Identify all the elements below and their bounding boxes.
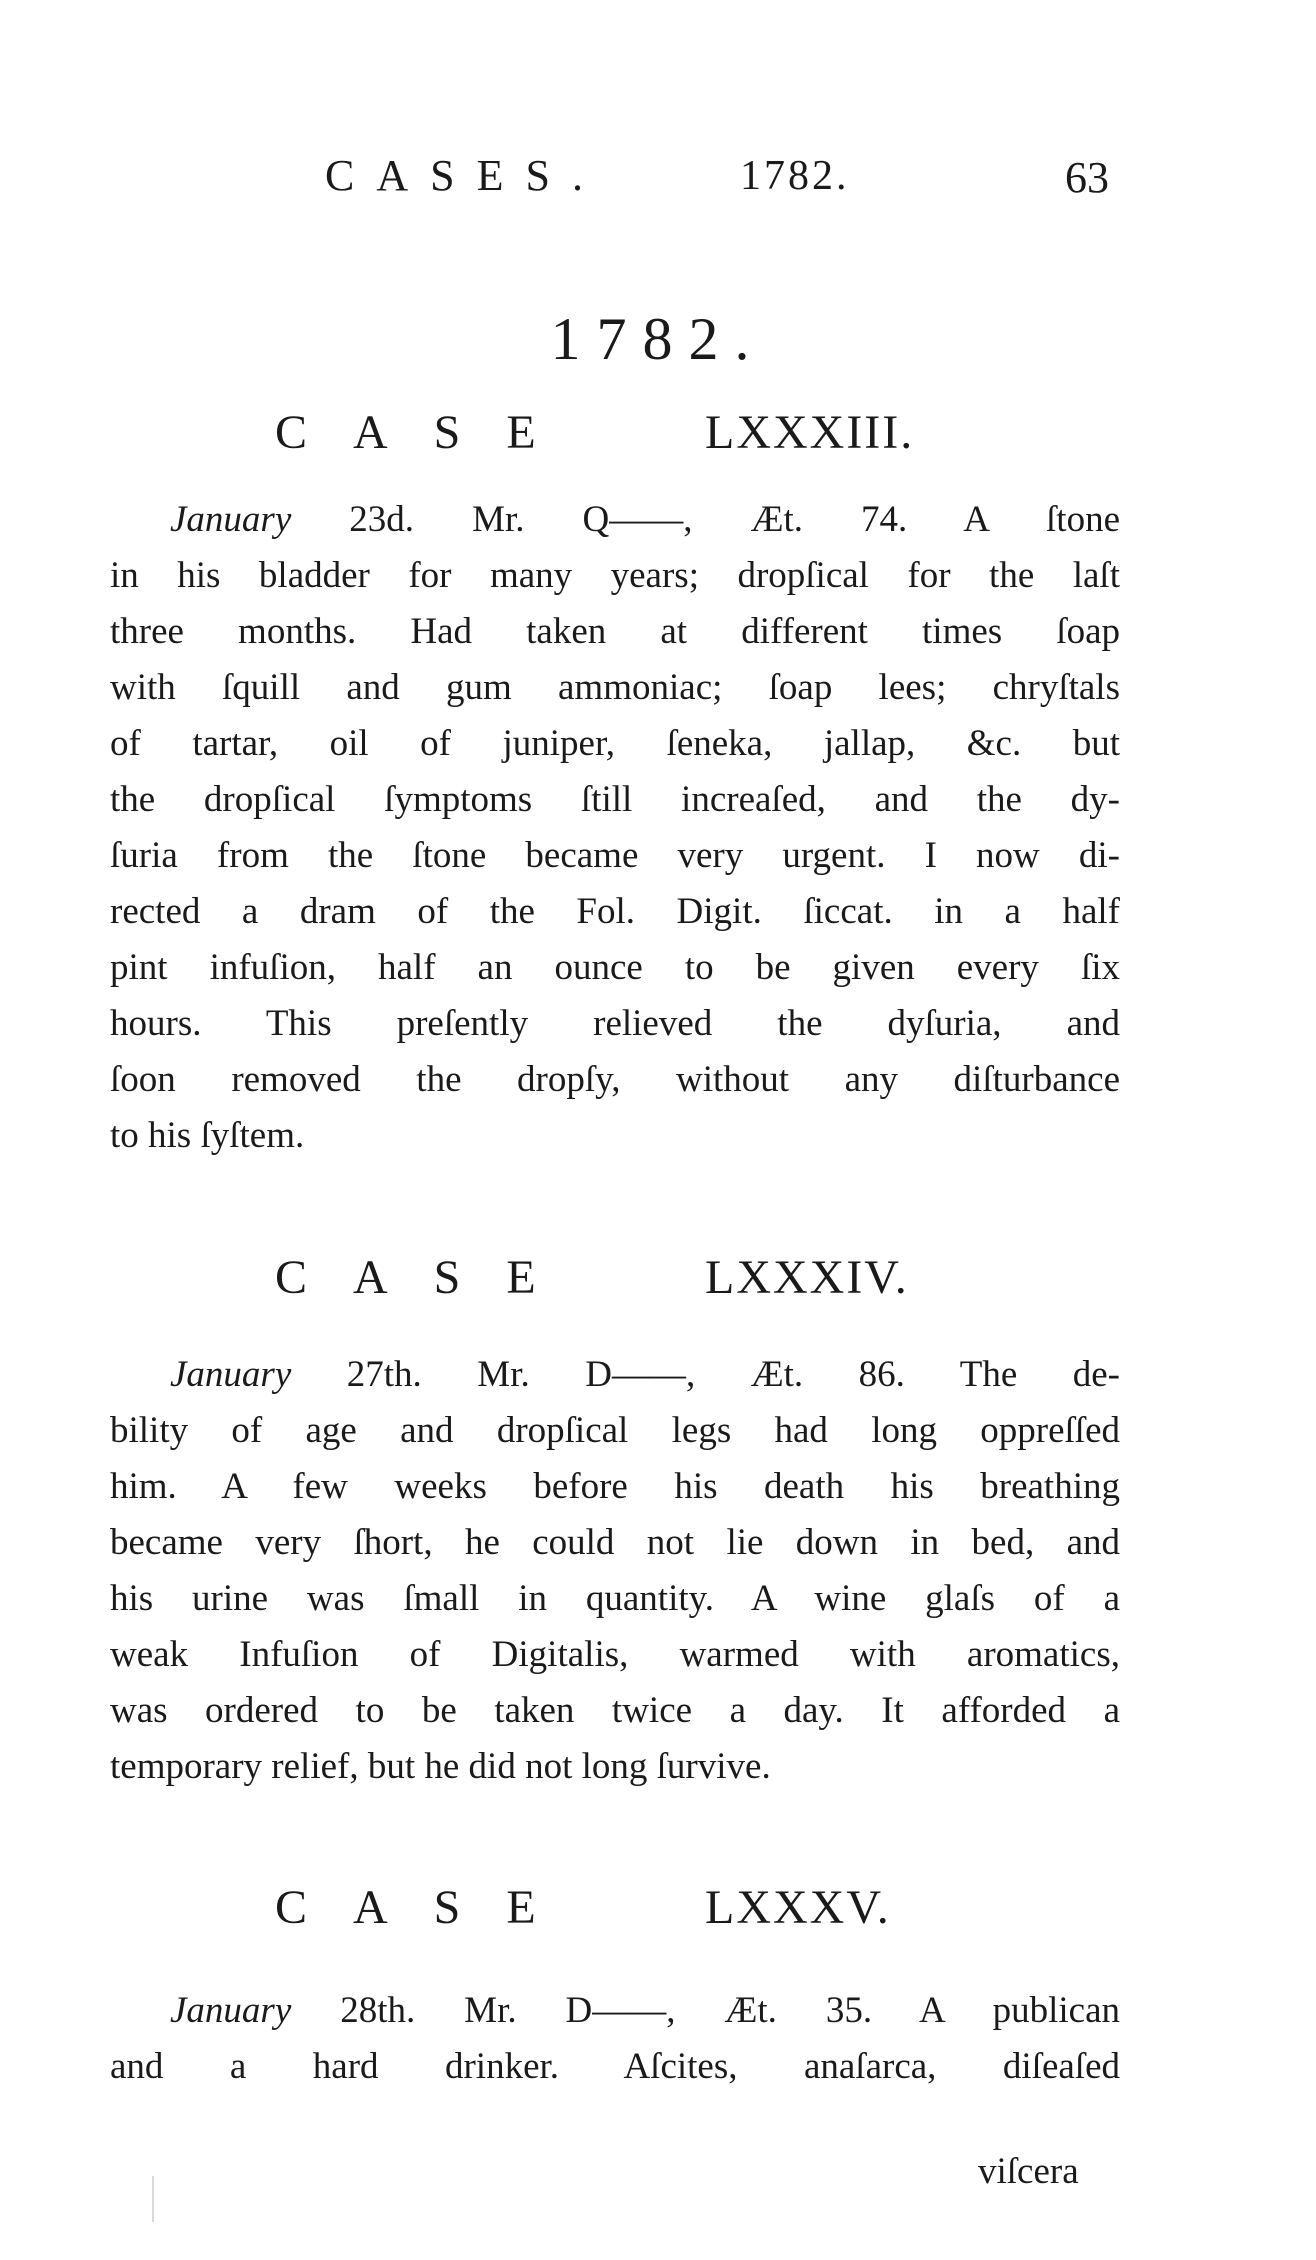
text-line: pint infuſion, half an ounce to be given every ſix (110, 947, 1120, 988)
year-heading: 1782. (550, 306, 766, 372)
case-heading-number: LXXXIII. (705, 406, 915, 459)
text-line: three months. Had taken at different times ſoap (110, 611, 1120, 652)
case-date: January (170, 1990, 292, 2031)
text-line: in his bladder for many years; dropſical for the laſt (110, 555, 1120, 596)
case-heading-label: CASE (275, 1881, 582, 1934)
text-line: rected a dram of the Fol. Digit. ſiccat. in a half (110, 891, 1120, 932)
text-line: hours. This preſently relieved the dyſuria, and (110, 1003, 1120, 1044)
text-line: with ſquill and gum ammoniac; ſoap lees; chryſtals (110, 667, 1120, 708)
case-paragraph (110, 492, 1120, 1164)
case-paragraph (110, 1347, 1120, 1795)
text-line: January 23d. Mr. Q——, Æt. 74. A ſtone (170, 499, 1120, 540)
text-line: the dropſical ſymptoms ſtill increaſed, and the dy- (110, 779, 1120, 820)
text-line: of tartar, oil of juniper, ſeneka, jallap, &c. but (110, 723, 1120, 764)
text-line: became very ſhort, he could not lie down in bed, and (110, 1522, 1120, 1563)
running-head-title: CASES. (325, 151, 605, 200)
text-line: temporary relief, but he did not long ſurvive. (110, 1746, 771, 1787)
text-line: January 28th. Mr. D——, Æt. 35. A publican (170, 1990, 1120, 2031)
text-line: ſuria from the ſtone became very urgent. I now di- (110, 835, 1120, 876)
case-heading-label: CASE (275, 406, 582, 459)
case-heading-number: LXXXV. (705, 1881, 891, 1934)
case-paragraph (110, 1983, 1120, 2095)
text-line: January 27th. Mr. D——, Æt. 86. The de- (170, 1354, 1120, 1395)
case-date: January (170, 1354, 292, 1395)
text-line: ſoon removed the dropſy, without any diſturbance (110, 1059, 1120, 1100)
page-number: 63 (1065, 153, 1109, 202)
text-line: bility of age and dropſical legs had long oppreſſed (110, 1410, 1120, 1451)
running-head (0, 150, 1316, 220)
case-heading (275, 405, 1075, 465)
text-line: and a hard drinker. Aſcites, anaſarca, diſeaſed (110, 2046, 1120, 2087)
text-line: was ordered to be taken twice a day. It afforded a (110, 1690, 1120, 1731)
text-line: weak Infuſion of Digitalis, warmed with aromatics, (110, 1634, 1120, 1675)
text-line: to his ſyſtem. (110, 1115, 305, 1156)
margin-mark (152, 2176, 154, 2222)
case-heading-number: LXXXIV. (705, 1251, 909, 1304)
text-line: his urine was ſmall in quantity. A wine glaſs of a (110, 1578, 1120, 1619)
catchword: viſcera (978, 2151, 1079, 2192)
case-heading (275, 1250, 1075, 1310)
text-line: him. A few weeks before his death his breathing (110, 1466, 1120, 1507)
case-heading-label: CASE (275, 1251, 582, 1304)
case-date: January (170, 499, 292, 540)
case-heading (275, 1880, 1075, 1940)
running-head-year: 1782. (740, 153, 850, 199)
